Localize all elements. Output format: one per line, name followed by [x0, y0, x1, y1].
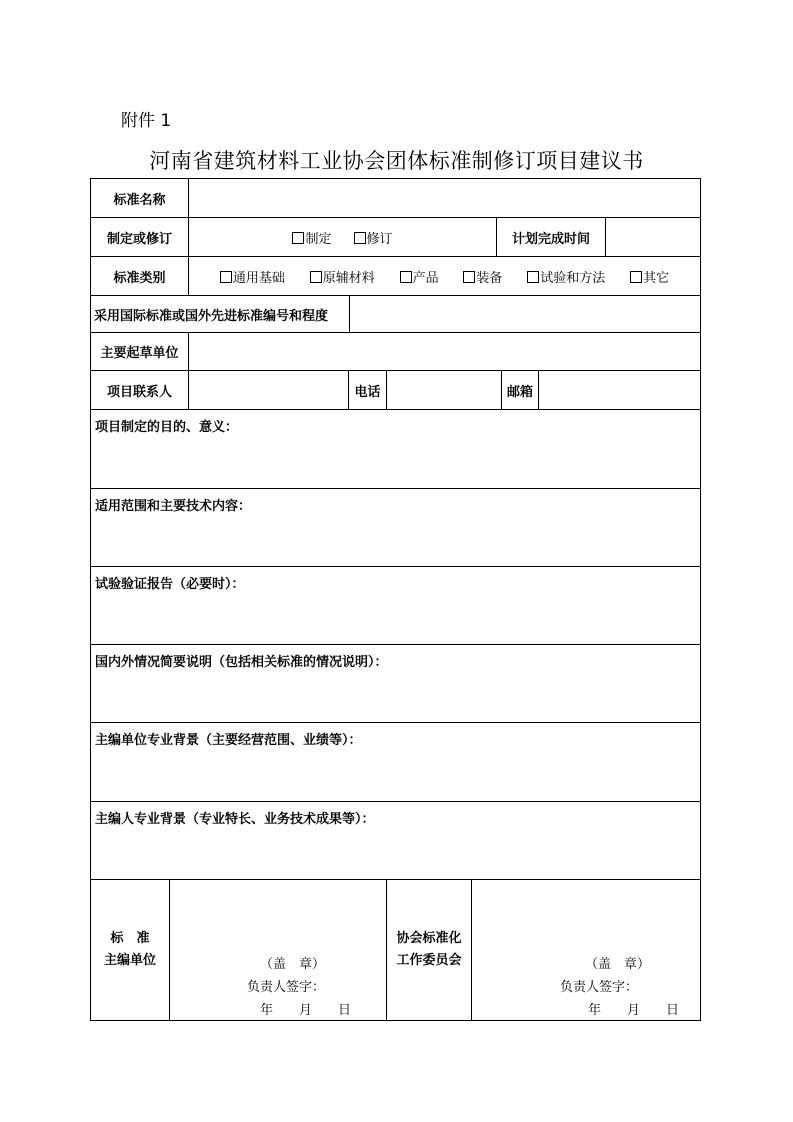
standard-name-field[interactable]: [188, 178, 701, 218]
standard-name-label: 标准名称: [90, 178, 189, 218]
phone-label: 电话: [348, 370, 387, 410]
section-test-report-label: 试验验证报告（必要时）：: [95, 577, 245, 592]
signer-text: 负责人签字：: [560, 980, 639, 995]
option-equipment[interactable]: 装备: [463, 267, 502, 286]
section-editor-background[interactable]: [90, 801, 701, 880]
proposal-form-table: [91, 179, 702, 1021]
date-text: 年 月 日: [588, 1003, 680, 1018]
date-text: 年 月 日: [260, 1003, 352, 1018]
section-purpose-label: 项目制定的目的、意义：: [95, 420, 239, 435]
drafter-field[interactable]: [188, 332, 701, 371]
committee-label: 协会标准化 工作委员会: [386, 879, 472, 1021]
checkbox-icon[interactable]: [292, 232, 304, 244]
revise-type-label: 制定或修订: [90, 217, 189, 257]
email-label: 邮箱: [501, 370, 539, 410]
plan-time-label: 计划完成时间: [496, 217, 606, 257]
phone-field[interactable]: [386, 370, 502, 410]
category-label: 标准类别: [90, 256, 189, 296]
checkbox-icon[interactable]: [463, 271, 475, 283]
section-scope[interactable]: [90, 488, 701, 567]
option-create[interactable]: 制定: [292, 228, 331, 247]
contact-field[interactable]: [188, 370, 349, 410]
section-scope-label: 适用范围和主要技术内容：: [95, 499, 252, 514]
option-general[interactable]: 通用基础: [220, 267, 285, 286]
checkbox-icon[interactable]: [630, 271, 642, 283]
signer-text: 负责人签字：: [247, 980, 326, 995]
page-title: 河南省建筑材料工业协会团体标准制修订项目建议书: [149, 149, 644, 173]
option-product[interactable]: 产品: [400, 267, 439, 286]
revise-type-options: [188, 217, 497, 257]
attachment-label: 附件 1: [121, 111, 172, 131]
chief-unit-label: 标 准 主编单位: [90, 879, 170, 1021]
section-purpose[interactable]: [90, 409, 701, 489]
section-unit-background[interactable]: [90, 722, 701, 802]
checkbox-icon[interactable]: [527, 271, 539, 283]
checkbox-icon[interactable]: [354, 232, 366, 244]
seal-text: （盖 章）: [585, 957, 651, 972]
plan-time-field[interactable]: [605, 217, 701, 257]
category-options: [188, 256, 701, 296]
drafter-label: 主要起草单位: [90, 332, 189, 371]
section-status-label: 国内外情况简要说明（包括相关标准的情况说明）：: [95, 655, 388, 670]
intl-standard-label: 采用国际标准或国外先进标准编号和程度: [90, 295, 350, 333]
checkbox-icon[interactable]: [400, 271, 412, 283]
checkbox-icon[interactable]: [220, 271, 232, 283]
section-unit-background-label: 主编单位专业背景（主要经营范围、业绩等）：: [95, 733, 362, 748]
contact-label: 项目联系人: [90, 370, 189, 410]
option-revise[interactable]: 修订: [354, 228, 393, 247]
committee-signature[interactable]: [471, 879, 701, 1021]
section-status[interactable]: [90, 644, 701, 723]
option-raw-material[interactable]: 原辅材料: [310, 267, 375, 286]
chief-unit-signature[interactable]: [169, 879, 387, 1021]
option-other[interactable]: 其它: [630, 267, 669, 286]
checkbox-icon[interactable]: [310, 271, 322, 283]
email-field[interactable]: [538, 370, 701, 410]
seal-text: （盖 章）: [260, 957, 326, 972]
intl-standard-field[interactable]: [349, 295, 701, 333]
section-editor-background-label: 主编人专业背景（专业特长、业务技术成果等）：: [95, 812, 375, 827]
section-test-report[interactable]: [90, 566, 701, 645]
option-test-method[interactable]: 试验和方法: [527, 267, 605, 286]
